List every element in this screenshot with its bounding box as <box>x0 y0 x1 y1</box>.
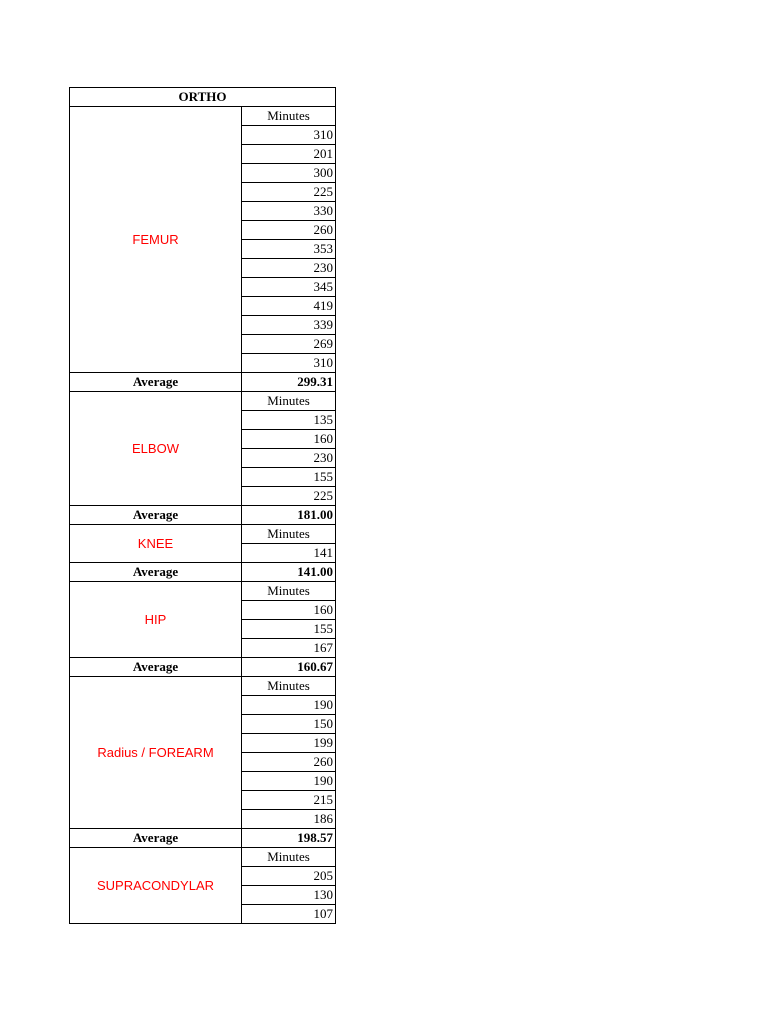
minutes-header: Minutes <box>242 525 336 544</box>
average-value: 198.57 <box>242 829 336 848</box>
minutes-header: Minutes <box>242 107 336 126</box>
group-header-row <box>70 525 336 544</box>
minutes-value: 199 <box>242 734 336 753</box>
minutes-value: 160 <box>242 601 336 620</box>
category-label: Radius / FOREARM <box>70 677 242 829</box>
average-value: 299.31 <box>242 373 336 392</box>
minutes-header: Minutes <box>242 848 336 867</box>
category-label: HIP <box>70 582 242 658</box>
minutes-value: 130 <box>242 886 336 905</box>
average-row <box>70 563 336 582</box>
average-label: Average <box>70 506 242 525</box>
minutes-header: Minutes <box>242 392 336 411</box>
group-header-row <box>70 582 336 601</box>
minutes-value: 215 <box>242 791 336 810</box>
group-header-row <box>70 677 336 696</box>
table-title: ORTHO <box>70 88 336 107</box>
average-row <box>70 373 336 392</box>
minutes-value: 300 <box>242 164 336 183</box>
average-value: 141.00 <box>242 563 336 582</box>
minutes-value: 310 <box>242 126 336 145</box>
minutes-value: 190 <box>242 772 336 791</box>
average-value: 160.67 <box>242 658 336 677</box>
minutes-header: Minutes <box>242 582 336 601</box>
minutes-value: 230 <box>242 449 336 468</box>
minutes-value: 310 <box>242 354 336 373</box>
minutes-value: 190 <box>242 696 336 715</box>
minutes-value: 160 <box>242 430 336 449</box>
minutes-value: 225 <box>242 487 336 506</box>
average-label: Average <box>70 829 242 848</box>
average-row <box>70 506 336 525</box>
average-row <box>70 829 336 848</box>
average-label: Average <box>70 563 242 582</box>
ortho-table <box>69 87 336 924</box>
minutes-value: 141 <box>242 544 336 563</box>
minutes-value: 167 <box>242 639 336 658</box>
minutes-value: 339 <box>242 316 336 335</box>
minutes-value: 155 <box>242 620 336 639</box>
minutes-value: 205 <box>242 867 336 886</box>
minutes-value: 260 <box>242 221 336 240</box>
group-header-row <box>70 392 336 411</box>
minutes-value: 269 <box>242 335 336 354</box>
minutes-value: 201 <box>242 145 336 164</box>
minutes-value: 353 <box>242 240 336 259</box>
minutes-value: 345 <box>242 278 336 297</box>
category-label: SUPRACONDYLAR <box>70 848 242 924</box>
average-row <box>70 658 336 677</box>
ortho-table-body <box>70 88 336 924</box>
category-label: KNEE <box>70 525 242 563</box>
category-label: ELBOW <box>70 392 242 506</box>
minutes-value: 107 <box>242 905 336 924</box>
minutes-value: 150 <box>242 715 336 734</box>
minutes-value: 230 <box>242 259 336 278</box>
minutes-value: 155 <box>242 468 336 487</box>
average-value: 181.00 <box>242 506 336 525</box>
average-label: Average <box>70 658 242 677</box>
minutes-value: 419 <box>242 297 336 316</box>
minutes-value: 260 <box>242 753 336 772</box>
minutes-value: 225 <box>242 183 336 202</box>
group-header-row <box>70 107 336 126</box>
category-label: FEMUR <box>70 107 242 373</box>
minutes-value: 186 <box>242 810 336 829</box>
minutes-value: 330 <box>242 202 336 221</box>
minutes-value: 135 <box>242 411 336 430</box>
minutes-header: Minutes <box>242 677 336 696</box>
average-label: Average <box>70 373 242 392</box>
group-header-row <box>70 848 336 867</box>
title-row <box>70 88 336 107</box>
